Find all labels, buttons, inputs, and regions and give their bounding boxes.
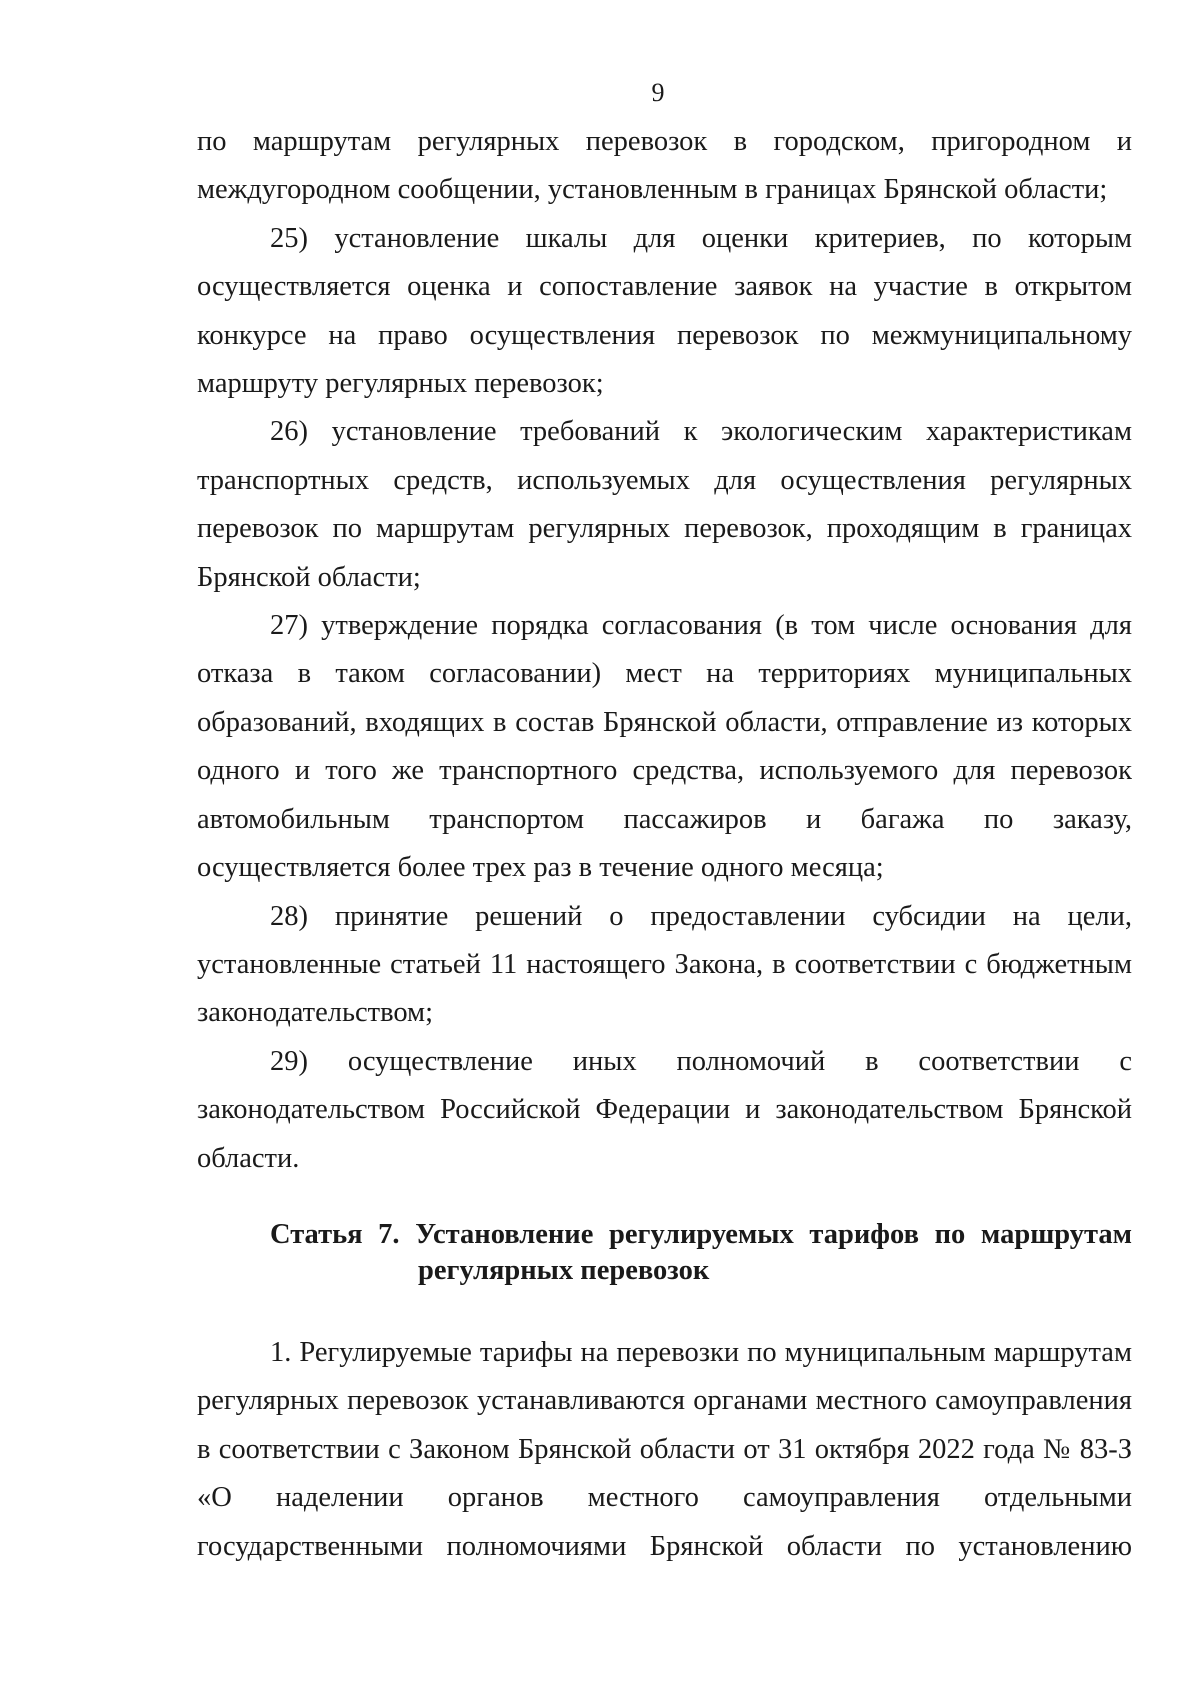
paragraph-25: 25) установление шкалы для оценки критериев, по которым осуществляется оценка и сопоставление заявок на участие в открытом конкурсе на право осуществления перевозок по межмуниципальному маршруту регулярных перевозок; [197, 222, 1132, 400]
article-title-line-2: регулярных перевозок [418, 1255, 710, 1286]
article-label: Статья 7. [270, 1219, 400, 1250]
paragraph-29: 29) осуществление иных полномочий в соответствии с законодательством Российской Федерации и законодательством Брянской области. [197, 1045, 1132, 1174]
article-title-line-1: Установление регулируемых тарифов по маршрутам [415, 1219, 1132, 1250]
article-7-heading [270, 1217, 1132, 1289]
article-6-continuation [197, 118, 1132, 1183]
page-number: 9 [651, 78, 665, 107]
article-7-body [197, 1329, 1132, 1571]
article-heading-line-1 [270, 1217, 1132, 1253]
paragraph-28: 28) принятие решений о предоставлении субсидии на цели, установленные статьей 11 настоящего Закона, в соответствии с бюджетным законодательством; [197, 900, 1132, 1029]
paragraph-26: 26) установление требований к экологическим характеристикам транспортных средств, используемых для осуществления регулярных перевозок по маршрутам регулярных перевозок, проходящим в границах Брянской области; [197, 416, 1132, 593]
article-7-paragraph-1: 1. Регулируемые тарифы на перевозки по муниципальным маршрутам регулярных перевозок устанавливаются органами местного самоуправления в соответствии с Законом Брянской области от 31 октября 2022 года № 83-З «О наделении органов местного самоуправления отдельными государственными полномочиями Брянской области по установлению [197, 1337, 1132, 1562]
paragraph-24-continuation: по маршрутам регулярных перевозок в городском, пригородном и междугородном сообщении, установленным в границах Брянской области; [197, 126, 1132, 206]
paragraph-27: 27) утверждение порядка согласования (в том числе основания для отказа в таком согласовании) мест на территориях муниципальных образований, входящих в состав Брянской области, отправление из которых одного и того же транспортного средства, используемого для перевозок автомобильным транспортом пассажиров и багажа по заказу, осуществляется более трех раз в течение одного месяца; [197, 610, 1132, 884]
